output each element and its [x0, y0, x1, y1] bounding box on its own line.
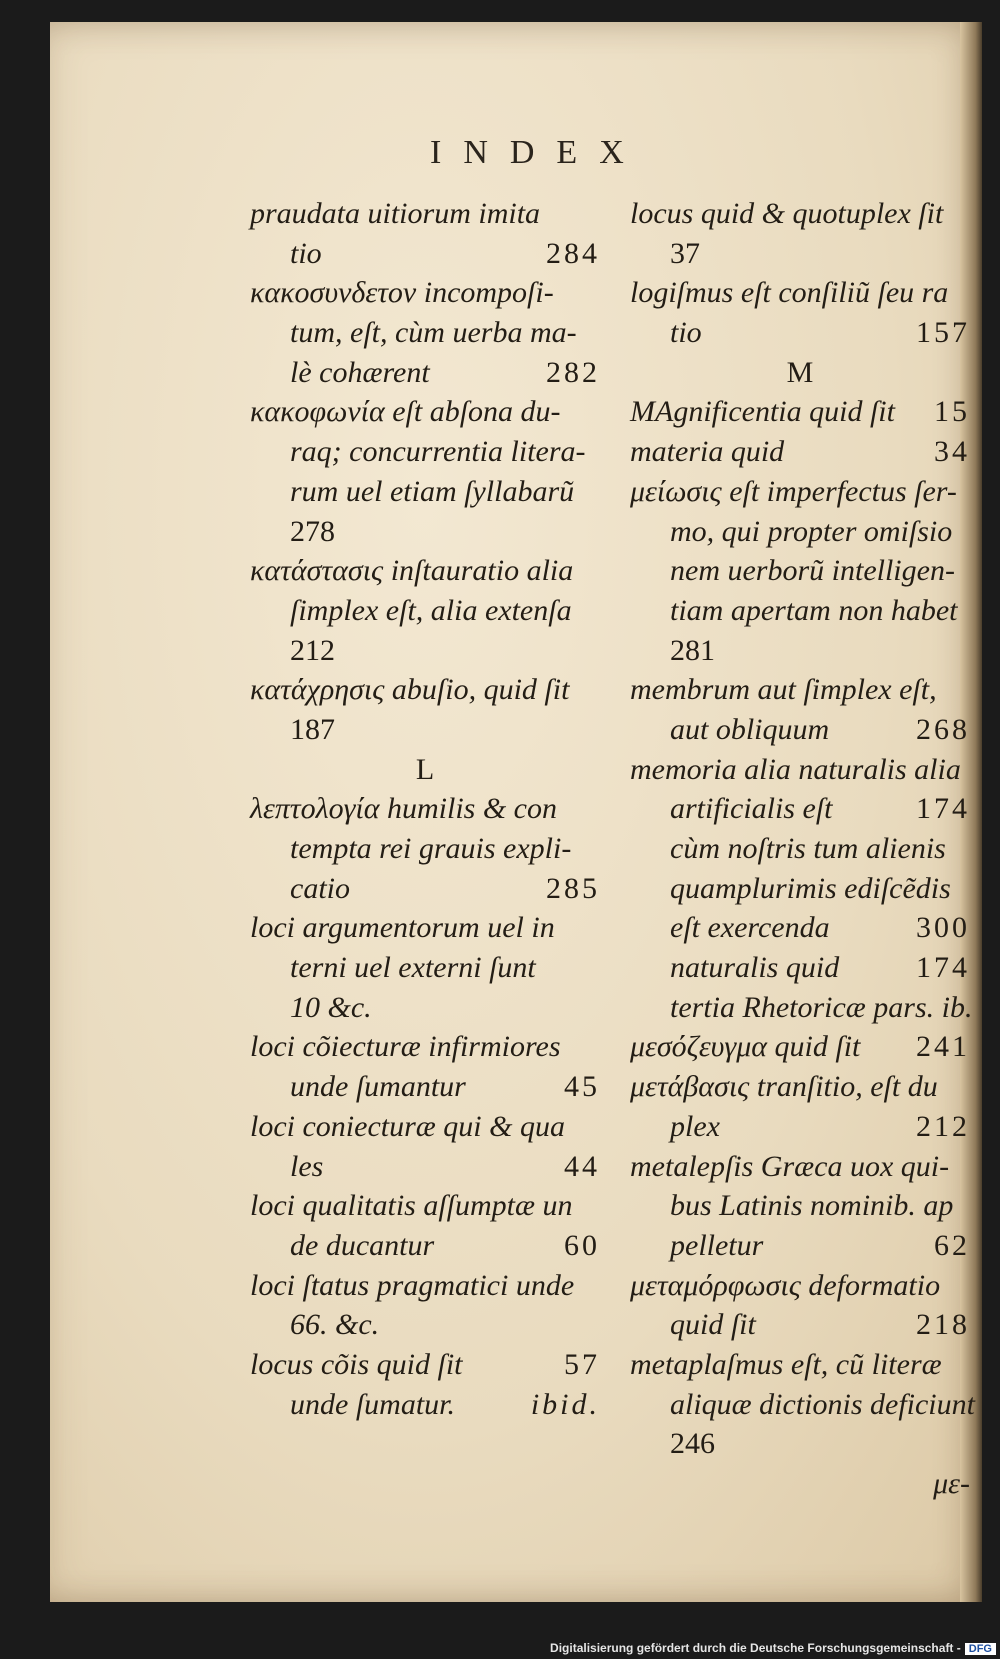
entry-text: quid ſit [670, 1308, 756, 1342]
page-reference: 62 [934, 1228, 970, 1262]
page-reference: ibid. [530, 1387, 600, 1421]
entry-text: MAgnificentia quid ſit [630, 395, 895, 429]
entry-text: loci ſtatus pragmatici unde [250, 1268, 575, 1302]
page-reference: 34 [934, 435, 970, 469]
index-entry-line [250, 1067, 600, 1107]
entry-text: raq; concurrentia litera- [290, 435, 586, 469]
index-entry-line [250, 1027, 600, 1067]
index-entry-line [250, 631, 600, 671]
index-entry-line [630, 551, 970, 591]
entry-text: rum uel etiam ſyllabarũ [290, 474, 575, 508]
index-entry-line [250, 1305, 600, 1345]
entry-text: artificialis eſt [670, 792, 833, 826]
index-entry-line [250, 234, 600, 274]
index-entry-line [250, 1226, 600, 1266]
page-reference: 15 [934, 395, 970, 429]
page-reference: 284 [546, 236, 600, 270]
index-entry-line [630, 234, 970, 274]
page-reference: 44 [564, 1149, 600, 1183]
entry-text: κατάστασις inſtauratio alia [250, 554, 574, 588]
entry-text: les [290, 1149, 324, 1183]
entry-text: catio [290, 871, 350, 905]
index-entry-line [630, 313, 970, 353]
page-reference: 300 [916, 911, 970, 945]
entry-text: 246 [670, 1427, 715, 1461]
index-entry-line [250, 512, 600, 552]
entry-text: loci qualitatis aſſumptæ un [250, 1189, 573, 1223]
entry-text: membrum aut ſimplex eſt, [630, 673, 937, 707]
entry-text: κακοσυνδετον incompoſi- [250, 276, 554, 310]
index-entry-line [630, 869, 970, 909]
entry-text: λεπτολογία humilis & con [250, 792, 557, 826]
index-entry-line [250, 789, 600, 829]
entry-text: μεσόζευγμα quid ſit [630, 1030, 861, 1064]
index-entry-line [250, 670, 600, 710]
index-entry-line [630, 1107, 970, 1147]
index-entry-line [630, 1226, 970, 1266]
index-entry-line [630, 194, 970, 234]
entry-text: μετάβασις tranſitio, eſt du [630, 1070, 938, 1104]
page-reference: 212 [916, 1109, 970, 1143]
entry-text: 281 [670, 633, 715, 667]
index-entry-line [630, 1186, 970, 1226]
index-entry-line [630, 1266, 970, 1306]
entry-text: μεταμόρφωσις deformatio [630, 1268, 941, 1302]
page-reference: 60 [564, 1228, 600, 1262]
index-entry-line [250, 313, 600, 353]
credit-text: Digitalisierung gefördert durch die Deutsche Forschungsgemeinschaft - [550, 1641, 961, 1655]
book-page [50, 22, 982, 1602]
entry-text: loci cõiecturæ infirmiores [250, 1030, 561, 1064]
index-entry-line [630, 710, 970, 750]
index-entry-line [630, 670, 970, 710]
dfg-logo: DFG [965, 1643, 996, 1655]
entry-text: tum, eſt, cùm uerba ma- [290, 316, 577, 350]
index-entry-line [250, 1345, 600, 1385]
page-reference: 268 [916, 712, 970, 746]
entry-text: bus Latinis nominib. ap [670, 1189, 954, 1223]
index-entry-line [250, 710, 600, 750]
entry-text: M [786, 355, 814, 389]
digitization-credit [550, 1641, 996, 1655]
entry-text: 37 [670, 236, 700, 270]
page-reference: 174 [916, 951, 970, 985]
entry-text: metalepſis Græca uox qui- [630, 1149, 950, 1183]
index-entry-line [630, 432, 970, 472]
index-entry-line [250, 432, 600, 472]
running-head: INDEX [430, 134, 646, 171]
index-entry-line [250, 948, 600, 988]
entry-text: quamplurimis ediſcẽdis [670, 871, 951, 905]
index-entry-line [250, 194, 600, 234]
page-reference: 157 [916, 316, 970, 350]
entry-text: tertia Rhetoricæ pars. ib. [670, 990, 973, 1024]
entry-text: praudata uitiorum imita [250, 197, 541, 230]
entry-text: μείωσις eſt imperfectus ſer- [630, 474, 957, 508]
entry-text: nem uerborũ intelligen- [670, 554, 955, 588]
entry-text: mo, qui propter omiſsio [670, 514, 953, 548]
page-reference: 57 [564, 1347, 600, 1381]
index-entry-line [250, 591, 600, 631]
page-reference: 282 [546, 355, 600, 389]
index-entry-line [250, 1107, 600, 1147]
catchword [630, 1464, 970, 1504]
entry-text: naturalis quid [670, 951, 840, 985]
entry-text: loci coniecturæ qui & qua [250, 1109, 565, 1143]
index-entry-line [630, 789, 970, 829]
index-entry-line [630, 512, 970, 552]
entry-text: 66. &c. [290, 1308, 380, 1342]
index-entry-line [630, 1147, 970, 1187]
page-reference: 45 [564, 1070, 600, 1104]
index-entry-line [630, 1027, 970, 1067]
entry-text: tio [290, 236, 322, 270]
entry-text: memoria alia naturalis alia [630, 752, 961, 786]
entry-text: aliquæ dictionis deficiunt [670, 1387, 975, 1421]
entry-text: 212 [290, 633, 335, 667]
entry-text: metaplaſmus eſt, cũ literæ [630, 1347, 942, 1381]
page-reference: 174 [916, 792, 970, 826]
index-entry-line [630, 1345, 970, 1385]
index-column-right [630, 194, 975, 1504]
index-entry-line [630, 1385, 975, 1425]
entry-text: eſt exercenda [670, 911, 830, 945]
index-entry-line [250, 988, 600, 1028]
index-entry-line [250, 353, 600, 393]
entry-text: cùm noſtris tum alienis [670, 832, 946, 865]
entry-text: 187 [290, 712, 335, 746]
entry-text: aut obliquum [670, 712, 830, 746]
entry-text: 278 [290, 514, 335, 548]
index-entry-line [630, 750, 970, 790]
entry-text: locus quid & quotuplex ſit [630, 197, 944, 230]
index-entry-line [250, 273, 600, 313]
entry-text: plex [670, 1109, 720, 1143]
index-entry-line [630, 1067, 970, 1107]
entry-text: ſimplex eſt, alia extenſa [290, 593, 572, 627]
index-entry-line [250, 829, 600, 869]
entry-text: unde ſumatur. [290, 1387, 455, 1421]
entry-text: με- [933, 1467, 970, 1500]
entry-text: κατάχρησις abuſio, quid ſit [250, 673, 570, 707]
index-entry-line [630, 908, 970, 948]
section-letter [630, 353, 970, 393]
entry-text: logiſmus eſt conſiliũ ſeu ra [630, 276, 949, 310]
page-reference: 218 [916, 1308, 970, 1342]
index-entry-line [250, 869, 600, 909]
index-entry-line [630, 273, 970, 313]
section-letter [250, 750, 600, 790]
index-entry-line [250, 1385, 600, 1425]
index-entry-line [630, 1424, 970, 1464]
index-entry-line [630, 392, 970, 432]
index-entry-line [630, 948, 970, 988]
index-entry-line [630, 631, 970, 671]
index-entry-line [250, 392, 600, 432]
entry-text: tio [670, 316, 702, 350]
entry-text: de ducantur [290, 1228, 435, 1262]
index-column-left [250, 194, 600, 1424]
index-entry-line [250, 551, 600, 591]
entry-text: L [415, 752, 435, 786]
index-entry-line [630, 472, 970, 512]
index-entry-line [250, 908, 600, 948]
entry-text: locus cõis quid ſit [250, 1347, 463, 1381]
entry-text: lè cohærent [290, 355, 430, 389]
index-entry-line [630, 829, 970, 869]
index-entry-line [630, 1305, 970, 1345]
index-entry-line [250, 472, 600, 512]
entry-text: terni uel externi ſunt [290, 951, 536, 985]
entry-text: loci argumentorum uel in [250, 911, 555, 945]
index-entry-line [630, 591, 970, 631]
entry-text: pelletur [670, 1228, 764, 1262]
entry-text: κακοφωνία eſt abſona du- [250, 395, 561, 429]
index-entry-line [630, 988, 973, 1028]
entry-text: unde ſumantur [290, 1070, 466, 1104]
page-reference: 285 [546, 871, 600, 905]
index-entry-line [250, 1266, 600, 1306]
index-entry-line [250, 1186, 600, 1226]
entry-text: tiam apertam non habet [670, 593, 958, 627]
entry-text: materia quid [630, 435, 785, 469]
entry-text: tempta rei grauis expli- [290, 832, 572, 865]
entry-text: 10 &c. [290, 990, 372, 1024]
page-reference: 241 [916, 1030, 970, 1064]
index-entry-line [250, 1147, 600, 1187]
